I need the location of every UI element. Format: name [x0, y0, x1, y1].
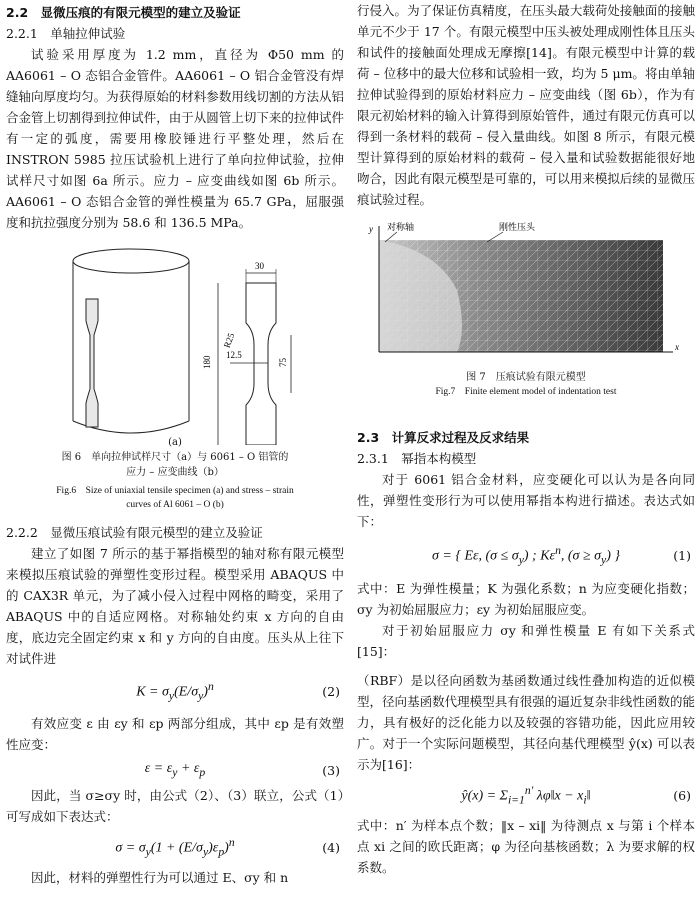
- specimen-outline: [246, 283, 276, 445]
- dim-12-5-label: 12.5: [226, 350, 242, 360]
- section-2-2-2-heading: 2.2.2 显微压痕试验有限元模型的建立及验证: [6, 525, 263, 540]
- paragraph-power-law: 对于 6061 铝合金材料，应变硬化可以认为是各向同性，弹塑性变形行为可以使用幂指本构进行描述。表达式如下：: [357, 472, 695, 529]
- paragraph-elastoplastic: 因此，材料的弹塑性行为可以通过 E、σy 和 n: [31, 870, 289, 885]
- equation-4-body: $\sigma = \sigma_y(1 + (E/\sigma_y)\varepsilon_p)^n$: [115, 835, 235, 859]
- figure-7-drawing: [357, 220, 695, 370]
- equation-4: [6, 827, 344, 867]
- paragraph-symbols-1: 式中：E 为弹性模量；K 为强化系数；n 为应变硬化指数；σy 为初始屈服应力；εy 为初始屈服应变。: [357, 581, 695, 617]
- equation-2-number: (2): [322, 683, 340, 699]
- equation-1-number: (1): [673, 547, 691, 563]
- dim-r25-label: R25: [221, 331, 237, 350]
- figure-6-caption-cn-1: 图 6 单向拉伸试样尺寸（a）与 6061 – O 铝管的: [61, 452, 289, 463]
- right-column: [357, 0, 695, 878]
- dim-180-label: 180: [202, 355, 212, 369]
- equation-1: [357, 532, 695, 578]
- figure-6-caption-cn-2: 应力 – 应变曲线（b）: [126, 467, 224, 478]
- left-column: [6, 0, 344, 888]
- fe-label-symmetry-axis: 对称轴: [387, 223, 415, 233]
- paragraph-tensile-test: 试验采用厚度为 1.2 mm，直径为 Φ50 mm 的 AA6061 – O 态铝合金管件。AA6061 – O 铝合金管没有焊缝轴向厚度均匀。为获得原始的材料参数用线切割的方法从铝合金管上切割得到拉伸试件，由于从圆管上切下来的拉伸试件有一定的弧度，需要用橡胶锤进行平整处理，然后在 INSTRON 5985 拉压试验机上进行了单向拉伸试验，拉伸试样尺寸如图 6a 所示。应力 – 应变曲线如图 6b 所示。AA6061 – O 态铝合金管的弹性模量为 65.7 GPa，屈服强度和抗拉强度分别为 58.6 和 136.5 MPa。: [6, 47, 344, 230]
- section-2-3-1-heading: 2.3.1 幂指本构模型: [357, 451, 477, 466]
- section-2-2-1-heading: 2.2.1 单轴拉伸试验: [6, 26, 126, 41]
- equation-3-body: $\varepsilon = \varepsilon_y + \varepsilon_p$: [144, 760, 206, 779]
- paragraph-indentation-continued: 行侵入。为了保证仿真精度，在压头最大载荷处接触面的接触单元不少于 17 个。有限元模型中压头被处理成刚性体且压头和试件的接触面处理成无摩擦[14]。有限元模型中计算的载荷 – 位移中的最大位移和试验相一致，均为 5 μm。将由单轴拉伸试验得到的原始材料应力 – 应变曲线（图 6b），作为有限元初始材料的输入计算得到原始管件，通过有限元仿真可以得到一条材料的载荷 – 侵入量曲线。如图 8 所示，有限元模型计算得到的原始材料的载荷 – 侵入量和试验数据能很好地吻合，因此有限元模型是可靠的，可以用来模拟后续的显微压痕试验过程。: [357, 3, 695, 207]
- equation-1-body: σ = { Eε, $(\sigma \le \sigma_y)$ ; $K\varepsilon^n$, $(\sigma \ge \sigma_y)$ }: [432, 543, 620, 567]
- equation-6: [357, 775, 695, 815]
- tube-top-ellipse: [73, 249, 189, 273]
- paragraph-rbf: （RBF）是以径向函数为基函数通过线性叠加构造的近似模型，径向基函数代理模型具有很强的逼近复杂非线性函数的能力，具有极好的泛化能力以及较强的容错功能，因此应用较广。对于一个实际问题模型，其径向基代理模型 ŷ(x) 可以表示为[16]：: [357, 673, 695, 772]
- equation-2: [6, 669, 344, 713]
- fe-label-rigid-indenter: 刚性压头: [499, 223, 536, 233]
- equation-2-body: $K = \sigma_y(E/\sigma_y)^n$: [136, 679, 214, 703]
- section-2-2-heading: 2.2 显微压痕的有限元模型的建立及验证: [6, 5, 241, 20]
- equation-3-number: (3): [322, 762, 340, 778]
- figure-6: [6, 239, 344, 445]
- figure-6-caption-en-2: curves of Al 6061 – O (b): [126, 500, 224, 510]
- dim-30-label: 30: [255, 261, 264, 271]
- figure-7: [357, 220, 695, 370]
- equation-4-number: (4): [322, 839, 340, 855]
- equation-6-number: (6): [673, 787, 691, 803]
- figure-6-sublabel-a: (a): [168, 437, 182, 448]
- paragraph-therefore: 因此，当 σ≥σy 时，由公式（2）、（3）联立，公式（1）可写成如下表达式：: [6, 788, 344, 824]
- fe-axis-x-label: x: [675, 342, 679, 352]
- equation-3: [6, 755, 344, 785]
- section-2-3-heading: 2.3 计算反求过程及反求结果: [357, 430, 530, 445]
- dim-75-label: 75: [278, 358, 288, 367]
- paragraph-symbols-2: 式中：n′ 为样本点个数；‖x – xi‖ 为待测点 x 与第 i 个样本点 xi 之间的欧氏距离；φ 为径向基核函数；λ 为要求解的权系数。: [357, 818, 695, 875]
- figure-6-drawing: [6, 239, 344, 445]
- paragraph-yield-relation: 对于初始屈服应力 σy 和弹性模量 E 有如下关系式[15]：: [357, 623, 695, 659]
- paragraph-effective-strain: 有效应变 ε 由 εy 和 εp 两部分组成，其中 εp 是有效塑性应变：: [6, 716, 344, 752]
- figure-6-caption-en-1: Fig.6 Size of uniaxial tensile specimen (a) and stress – strain: [56, 486, 294, 496]
- figure-7-caption-en: Fig.7 Finite element model of indentation test: [435, 387, 617, 397]
- fe-axis-y-label: y: [369, 224, 373, 234]
- paragraph-fe-model: 建立了如图 7 所示的基于幂指模型的轴对称有限元模型来模拟压痕试验的弹塑性变形过程。模型采用 ABAQUS 中的 CAX3R 单元，为了减小侵入过程中网格的畸变，采用了 ABAQUS 中的自适应网格。对称轴处约束 x 方向的自由度，底边完全固定约束 x 和 y 方向的自由度。压头从上往下对试件进: [6, 546, 344, 666]
- equation-6-body: ŷ(x) = $\Sigma_{i=1}^{n'}$ λφ‖x − $x_i‖$: [461, 783, 591, 807]
- specimen-on-tube: [86, 299, 98, 427]
- figure-7-caption-cn: 图 7 压痕试验有限元模型: [466, 372, 586, 383]
